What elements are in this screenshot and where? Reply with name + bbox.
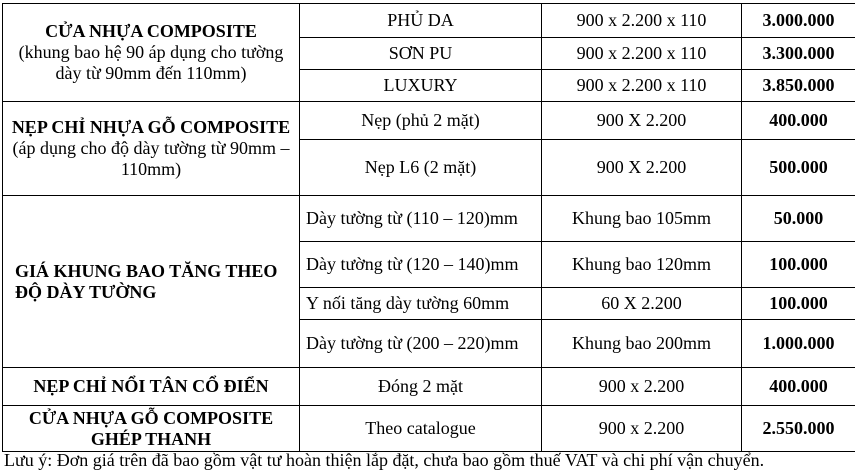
size-cell: Khung bao 120mm bbox=[542, 242, 742, 288]
category-subtitle: (khung bao hệ 90 áp dụng cho tường dày từ 90mm đến 110mm) bbox=[7, 42, 295, 84]
category-cell bbox=[3, 4, 300, 102]
size-cell: 900 x 2.200 bbox=[542, 406, 742, 452]
size-cell: 900 X 2.200 bbox=[542, 140, 742, 196]
spec-cell: Nẹp (phủ 2 mặt) bbox=[300, 102, 542, 140]
size-cell: Khung bao 200mm bbox=[542, 320, 742, 368]
size-cell: 900 x 2.200 x 110 bbox=[542, 4, 742, 38]
spec-cell: Y nối tăng dày tường 60mm bbox=[300, 288, 542, 320]
price-cell: 2.550.000 bbox=[742, 406, 855, 452]
spec-cell: Dày tường từ (200 – 220)mm bbox=[300, 320, 542, 368]
spec-cell: Dày tường từ (120 – 140)mm bbox=[300, 242, 542, 288]
table-row bbox=[3, 196, 855, 242]
price-cell: 3.850.000 bbox=[742, 70, 855, 102]
size-cell: 60 X 2.200 bbox=[542, 288, 742, 320]
size-cell: 900 x 2.200 x 110 bbox=[542, 70, 742, 102]
category-subtitle: (áp dụng cho độ dày tường từ 90mm – 110mm) bbox=[7, 138, 295, 180]
spec-cell: PHỦ DA bbox=[300, 4, 542, 38]
price-cell: 3.300.000 bbox=[742, 38, 855, 70]
size-cell: 900 x 2.200 x 110 bbox=[542, 38, 742, 70]
spec-cell: Đóng 2 mặt bbox=[300, 368, 542, 406]
price-cell: 500.000 bbox=[742, 140, 855, 196]
price-cell: 100.000 bbox=[742, 288, 855, 320]
table-row bbox=[3, 4, 855, 38]
footnote: Lưu ý: Đơn giá trên đã bao gồm vật tư hoàn thiện lắp đặt, chưa bao gồm thuế VAT và chi phí vận chuyển. bbox=[4, 450, 855, 471]
spec-cell: Nẹp L6 (2 mặt) bbox=[300, 140, 542, 196]
price-cell: 400.000 bbox=[742, 102, 855, 140]
spec-cell: LUXURY bbox=[300, 70, 542, 102]
spec-cell: Theo catalogue bbox=[300, 406, 542, 452]
table-row bbox=[3, 368, 855, 406]
size-cell: Khung bao 105mm bbox=[542, 196, 742, 242]
category-title: CỬA NHỰA COMPOSITE bbox=[45, 21, 257, 41]
table-row bbox=[3, 406, 855, 452]
size-cell: 900 X 2.200 bbox=[542, 102, 742, 140]
spec-cell: SƠN PU bbox=[300, 38, 542, 70]
category-cell bbox=[3, 102, 300, 196]
size-cell: 900 x 2.200 bbox=[542, 368, 742, 406]
category-cell: CỬA NHỰA GỖ COMPOSITE GHÉP THANH bbox=[3, 406, 300, 452]
spec-cell: Dày tường từ (110 – 120)mm bbox=[300, 196, 542, 242]
category-title: NẸP CHỈ NHỰA GỖ COMPOSITE bbox=[12, 117, 290, 137]
price-table bbox=[2, 3, 855, 452]
price-cell: 3.000.000 bbox=[742, 4, 855, 38]
price-cell: 50.000 bbox=[742, 196, 855, 242]
category-cell: GIÁ KHUNG BAO TĂNG THEO ĐỘ DÀY TƯỜNG bbox=[3, 196, 300, 368]
table-row bbox=[3, 102, 855, 140]
price-cell: 400.000 bbox=[742, 368, 855, 406]
price-cell: 1.000.000 bbox=[742, 320, 855, 368]
price-cell: 100.000 bbox=[742, 242, 855, 288]
category-cell: NẸP CHỈ NỔI TÂN CỔ ĐIỂN bbox=[3, 368, 300, 406]
